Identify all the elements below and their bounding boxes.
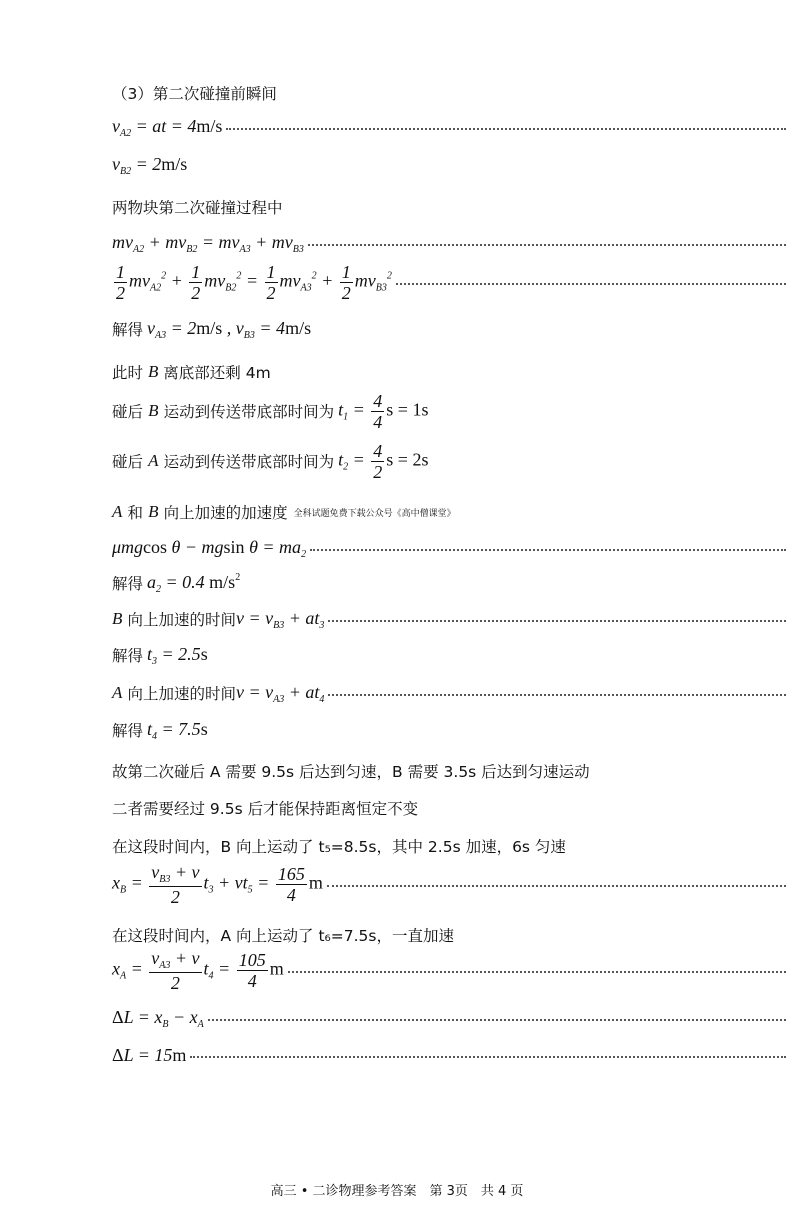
equation-solve-v: 解得 $v_{A3} = 2m/s$ , $v_{B3} = 4m/s$ <box>112 317 312 341</box>
equation-t2: 碰后 A 运动到传送带底部时间为 $t_2$ = $\frac{4}{2}$ s = 2s <box>112 440 429 482</box>
dot-leader <box>328 694 786 696</box>
section-heading: （3）第二次碰撞前瞬间 <box>112 85 277 103</box>
equation-xb: $x_B$ = $\frac{v_{B3} + v}{2}$ $t_3 + vt_5$ = $\frac{165}{4}$ m <box>112 860 786 908</box>
text-conclusion-speed: 故第二次碰后 A 需要 9.5s 后达到匀速，B 需要 3.5s 后达到匀速运动 <box>112 763 590 781</box>
equation-delta-l-result: ΔL = 15m <box>112 1038 786 1072</box>
text-collision-process: 两物块第二次碰撞过程中 <box>112 199 283 217</box>
dot-leader <box>208 1019 786 1021</box>
dot-leader <box>310 549 786 551</box>
dot-leader <box>327 885 786 887</box>
equation-energy: $\frac{1}{2}$ $mv_{A2}^2$ + $\frac{1}{2}$ $mv_{B2}^2$ = $\frac{1}{2}$ $mv_{A3}^2$ + $\frac{1}{2}$ $mv_{B3}^2$ <box>112 258 786 306</box>
equation-va2: $v_{A2}$ = at = 4m/s <box>112 110 786 144</box>
text-conclusion-distance: 二者需要经过 9.5s 后才能保持距离恒定不变 <box>112 800 419 818</box>
equation-t3: 解得 $t_3 = 2.5s$ <box>112 643 208 667</box>
page-footer: 高三 • 二诊物理参考答案 第 3页 共 4 页 <box>270 1184 524 1199</box>
dot-leader <box>328 620 786 622</box>
text-b-motion: 在这段时间内，B 向上运动了 t₅=8.5s，其中 2.5s 加速，6s 匀速 <box>112 838 566 856</box>
equation-a2: 解得 $a_2 = 0.4$ $m/s^2$ <box>112 571 241 595</box>
watermark-note: 全科试题免费下载公众号《高中僧课堂》 <box>293 508 456 519</box>
equation-xa: $x_A$ = $\frac{v_{A3} + v}{2}$ $t_4$ = $\frac{105}{4}$ m <box>112 946 786 994</box>
dot-leader <box>226 128 786 130</box>
text-a-motion: 在这段时间内，A 向上运动了 t₆=7.5s，一直加速 <box>112 927 454 945</box>
equation-t3-def: B 向上加速的时间 $v = v_{B3} + at_3$ <box>112 602 786 636</box>
equation-t4: 解得 $t_4 = 7.5s$ <box>112 718 208 742</box>
equation-momentum: $mv_{A2} + mv_{B2} = mv_{A3} + mv_{B3}$ <box>112 226 786 260</box>
equation-t4-def: A 向上加速的时间 $v = v_{A3} + at_4$ <box>112 676 786 710</box>
text-acceleration: A 和 B 向上加速的加速度 全科试题免费下载公众号《高中僧课堂》 <box>112 502 456 522</box>
dot-leader <box>396 283 786 285</box>
equation-vb2: $v_{B2} = 2m/s$ <box>112 153 188 177</box>
equation-delta-l: $\Delta L = x_B - x_A$ <box>112 1001 786 1035</box>
dot-leader <box>308 244 786 246</box>
dot-leader <box>190 1056 786 1058</box>
dot-leader <box>288 971 786 973</box>
equation-t1: 碰后 B 运动到传送带底部时间为 $t_1$ = $\frac{4}{4}$ s = 1s <box>112 390 429 432</box>
equation-force: μmgcos θ − mgsin $\theta = ma_2$ <box>112 531 786 565</box>
text-b-remaining: 此时 B 离底部还剩 4m <box>112 362 271 382</box>
